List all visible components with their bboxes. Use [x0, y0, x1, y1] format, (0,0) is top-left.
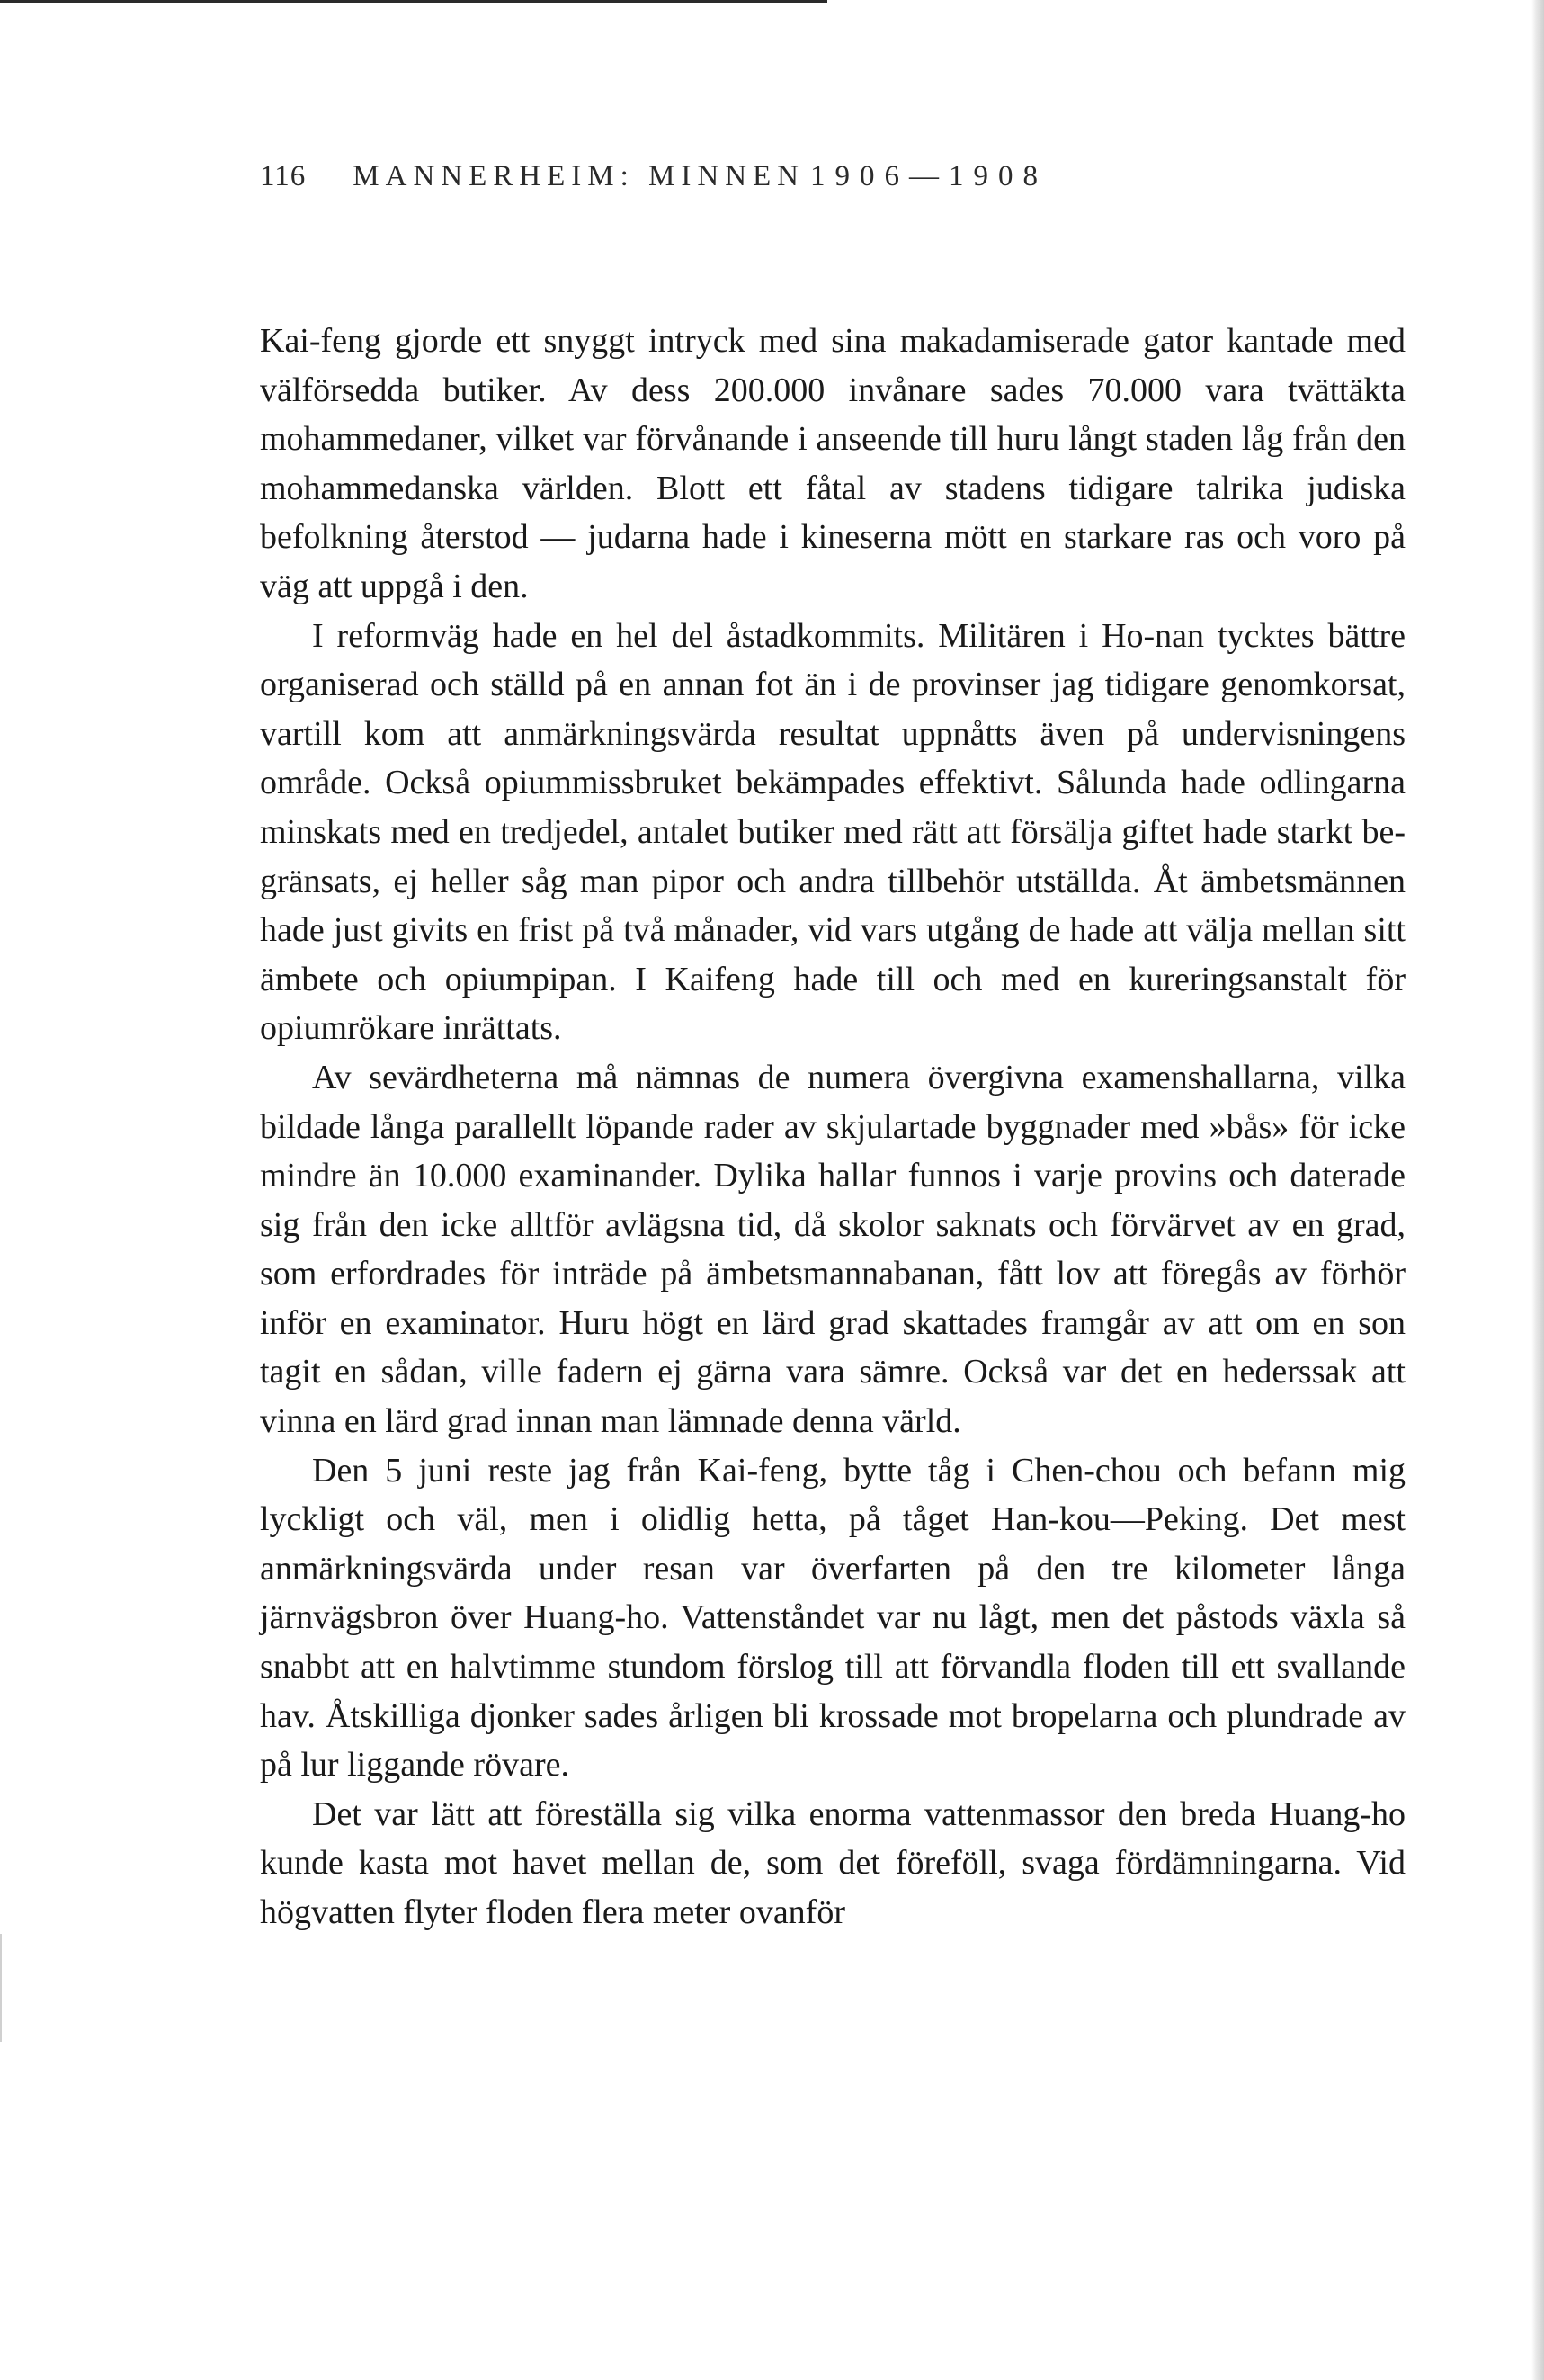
page-number: 116 — [260, 160, 307, 192]
running-head — [260, 160, 1406, 234]
paragraph-departure: Den 5 juni reste jag från Kai-feng, bytte tåg i Chen-chou och befann mig lyckligt och väl, men i olidlig hetta, på tåget Han-kou—Peking. Det mest anmärkningsvärda under resan var överfarten på den tre kilometer långa järnvägsbron över Huang-ho. Vattenståndet var nu lågt, men det påstods växla så snabbt att en halvtimme stundom förslog till att förvandla floden till ett svallande hav. Åtskilliga djonker sades årligen bli krossade mot bropelarna och plundrade av på lur liggande rövare. — [260, 1451, 1406, 1785]
scan-mark — [0, 1934, 2, 2042]
paragraph-kai-feng: Kai-feng gjorde ett snyggt intryck med sina makadamiserade gator kantade med välförsedda butiker. Av dess 200.000 invånare sades 70.000 vara tvättäkta mohammedaner, vilket var förvånande i anseende till huru långt staden låg från den mohammedanska världen. Blott ett fåtal av stadens tidigare talrika judiska befolkning återstod — judarna hade i kineserna mött en starkare ras och voro på väg att uppgå i den. — [260, 322, 1406, 605]
paragraph-reform: I reformväg hade en hel del åstadkommits. Militären i Ho-nan tycktes bättre organiserad och ställd på en annan fot än i de provinser jag tidigare genomkorsat, vartill kom att anmärkningsvärda resultat uppnåtts även på undervisningens område. Också opiummissbruket bekämpades effektivt. Sålunda hade odlingarna minskats med en tredjedel, antalet butiker med rätt att försälja giftet hade starkt begränsats, ej heller såg man pipor och andra tillbehör utställda. Åt ämbetsmännen hade just givits en frist på två månader, vid vars utgång de hade att välja mellan sitt ämbete och opiumpipan. I Kaifeng hade till och med en kureringsanstalt för opiumrökare inrättats. — [260, 616, 1406, 1048]
scan-edge-top — [0, 0, 827, 3]
body-text — [260, 317, 1406, 1937]
running-head-years: 1906—1908 — [810, 160, 1049, 192]
paragraph-huang-ho: Det var lätt att föreställa sig vilka enorma vattenmassor den breda Huang-ho kunde kasta mot havet mellan de, som det föreföll, svaga fördämningarna. Vid högvatten flyter floden flera meter ovanför — [260, 1794, 1406, 1931]
book-page — [260, 160, 1406, 1937]
paragraph-examination-halls: Av sevärdheterna må nämnas de numera övergivna examenshallarna, vilka bildade långa parallellt löpande rader av skjulartade byggnader med »bås» för icke mindre än 10.000 examinander. Dylika hallar funnos i varje provins och daterade sig från den icke alltför avlägsna tid, då skolor saknats och förvärvet av en grad, som erfordrades för inträde på ämbetsmannabanan, fått lov att föregås av förhör inför en examinator. Huru högt en lärd grad skattades framgår av att om en son tagit en sådan, ville fadern ej gärna vara sämre. Också var det en hederssak att vinna en lärd grad innan man lämnade denna värld. — [260, 1058, 1406, 1441]
running-head-title: MANNERHEIM: MINNEN — [353, 160, 806, 192]
scan-edge-right — [1531, 0, 1544, 2380]
